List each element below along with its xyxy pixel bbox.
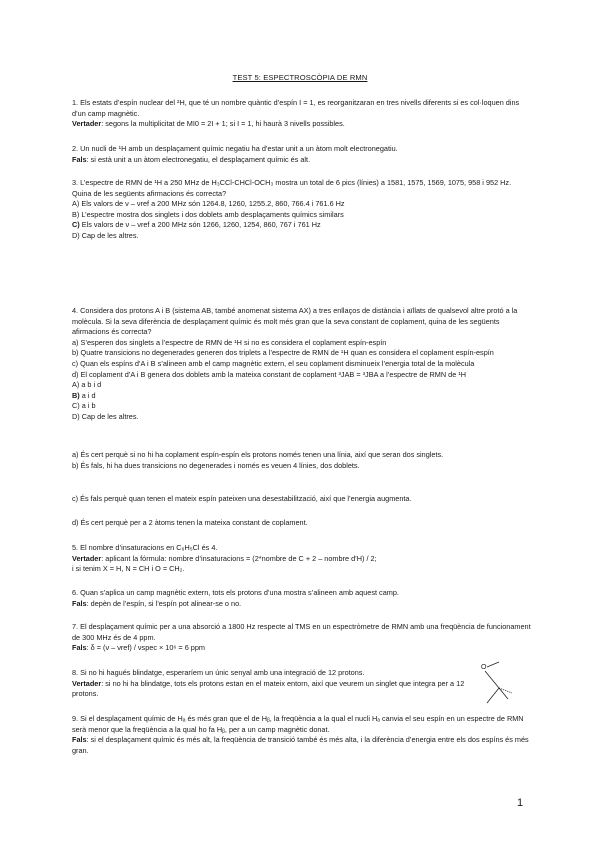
answer: Fals: si està unit a un àtom electronegatiu, el desplaçament químic és alt. (72, 154, 311, 164)
statement-b: b) Quatre transicions no degenerades generen dos triplets a l’espectre de RMN de ¹H quan es considera el coplament espín-espín (72, 348, 494, 358)
answer-label: Fals (72, 643, 87, 653)
question-7 (72, 622, 532, 654)
answer: Vertader: si no hi ha blindatge, tots els protons estan en el mateix entorn, així que veurem un singlet que integra per a 12 protons. (72, 678, 465, 699)
option-d: D) Cap de les altres. (72, 411, 139, 421)
question-text: 1. Els estats d’espín nuclear del ²H, que té un nombre quàntic d’espín I = 1, es reorganitzaran en tres nivells diferents si es col·loquen dins d’un camp magnètic. (72, 98, 520, 118)
question-text: 9. Si el desplaçament químic de Hₐ és més gran que el de Hᵦ, la freqüència a la qual el nucli Hₐ canvia el seu espín en un espectre de RMN serà menor que la freqüència a la qual ho fa Hᵦ, per a un camp magnètic donat. (72, 714, 524, 734)
document-title: TEST 5: ESPECTROSCÒPIA DE RMN (232, 73, 368, 82)
answer-label: Fals (72, 154, 87, 164)
answer: Vertader: segons la multiplicitat de MI0 = 2I + 1; si I = 1, hi haurà 3 nivells possibles. (72, 119, 345, 129)
molecule-structure-icon (478, 661, 526, 709)
question-4 (72, 306, 532, 423)
option-b: B) a i d (72, 390, 96, 400)
question-text: 8. Si no hi hagués blindatge, esperaríem un únic senyal amb una integració de 12 protons. (72, 668, 365, 677)
answer-label: Fals (72, 735, 87, 745)
question-text: 2. Un nucli de ¹H amb un desplaçament químic negatiu ha d’estar unit a un àtom molt electronegatiu. (72, 144, 398, 153)
question-1 (72, 98, 532, 130)
question-text: 7. El desplaçament químic per a una absorció a 1800 Hz respecte al TMS en un espectròmetre de RMN amb una freqüència de funcionament de 300 MHz és de 4 ppm. (72, 622, 531, 642)
question-6 (72, 588, 532, 609)
option-b: B) L’espectre mostra dos singlets i dos doblets amb desplaçaments químics similars (72, 209, 344, 219)
answer-label: Vertader (72, 553, 102, 563)
option-a: A) Els valors de ν – νref a 200 MHz són 1264.8, 1260, 1255.2, 860, 766.4 i 761.6 Hz (72, 199, 345, 209)
option-d: D) Cap de les altres. (72, 230, 139, 240)
answer-label: Vertader (72, 678, 102, 688)
explanation-c: c) És fals perquè quan tenen el mateix espín pateixen una desestabilització, així que l’energia augmenta. (72, 494, 412, 503)
question-text: 5. El nombre d’insaturacions en C₆H₅Cl és 4. (72, 543, 218, 552)
statement-a: a) S’esperen dos singlets a l’espectre de RMN de ¹H si no es considera el coplament espín-espín (72, 337, 387, 347)
question-9 (72, 714, 532, 756)
statement-c: c) Quan els espíns d’A i B s’alineen amb el camp magnètic extern, el seu coplament disminueix l’energia total de la molècula (72, 358, 475, 368)
explanation-b: b) És fals, hi ha dues transicions no degenerades i només es veuen 4 línies, dos doblets. (72, 460, 360, 470)
answer-label: Vertader (72, 119, 102, 129)
option-c: C) a i b (72, 401, 96, 411)
oxygen-atom-label: O (481, 664, 487, 671)
explanation-a-b (72, 450, 532, 471)
explanation-d: d) És cert perquè per a 2 àtoms tenen la mateixa constant de coplament. (72, 518, 308, 527)
question-text: 3. L’espectre de RMN de ¹H a 250 MHz de H₃CCl-CHCl-OCH₃ mostra un total de 6 pics (línies) a 1581, 1575, 1569, 1075, 958 i 952 Hz. (72, 178, 512, 187)
question-3 (72, 178, 532, 242)
option-c: C) Els valors de ν – νref a 200 MHz són 1266, 1260, 1254, 860, 767 i 761 Hz (72, 220, 321, 230)
answer: Fals: depèn de l’espín, si l’espín pot alinear-se o no. (72, 598, 242, 608)
page-number: 1 (517, 797, 524, 809)
answer: Fals: si el desplaçament químic és més alt, la freqüència de transició també és més alta, i la diferència d’energia entre els dos espíns és més gran. (72, 735, 529, 755)
answer: Vertader: aplicant la fórmula: nombre d’insaturacions = (2*nombre de C + 2 – nombre d’H) / 2; (72, 553, 377, 563)
question-text: 4. Considera dos protons A i B (sistema AB, també anomenat sistema AX) a tres enllaços de distància i aïllats de qualsevol altre protó a la molècula. Si la seva diferència de desplaçament químic és molt més gran que la seva constant de coplament, quina de les següents afirmacions és correcta? (72, 306, 518, 337)
explanation-a: a) És cert perquè si no hi ha coplament espín-espín els protons només tenen una línia, així que seran dos singlets. (72, 450, 444, 459)
question-8 (72, 668, 472, 700)
question-prompt: Quina de les següents afirmacions és correcta? (72, 188, 227, 198)
question-text: 6. Quan s’aplica un camp magnètic extern, tots els protons d’una mostra s’alineen amb aquest camp. (72, 588, 399, 597)
question-2 (72, 144, 532, 165)
answer-label: Fals (72, 598, 87, 608)
question-5 (72, 543, 532, 575)
statement-d: d) El coplament d’A i B genera dos doblets amb la mateixa constant de coplament ³JAB = ³JBA a l’espectre de RMN de ¹H (72, 369, 467, 379)
option-a: A) a b i d (72, 380, 102, 390)
answer-continued: i si tenim X = H, N = CH i O = CH₂. (72, 564, 185, 574)
answer: Fals: δ = (ν – νref) / νspec × 10⁶ = 6 ppm (72, 643, 206, 653)
